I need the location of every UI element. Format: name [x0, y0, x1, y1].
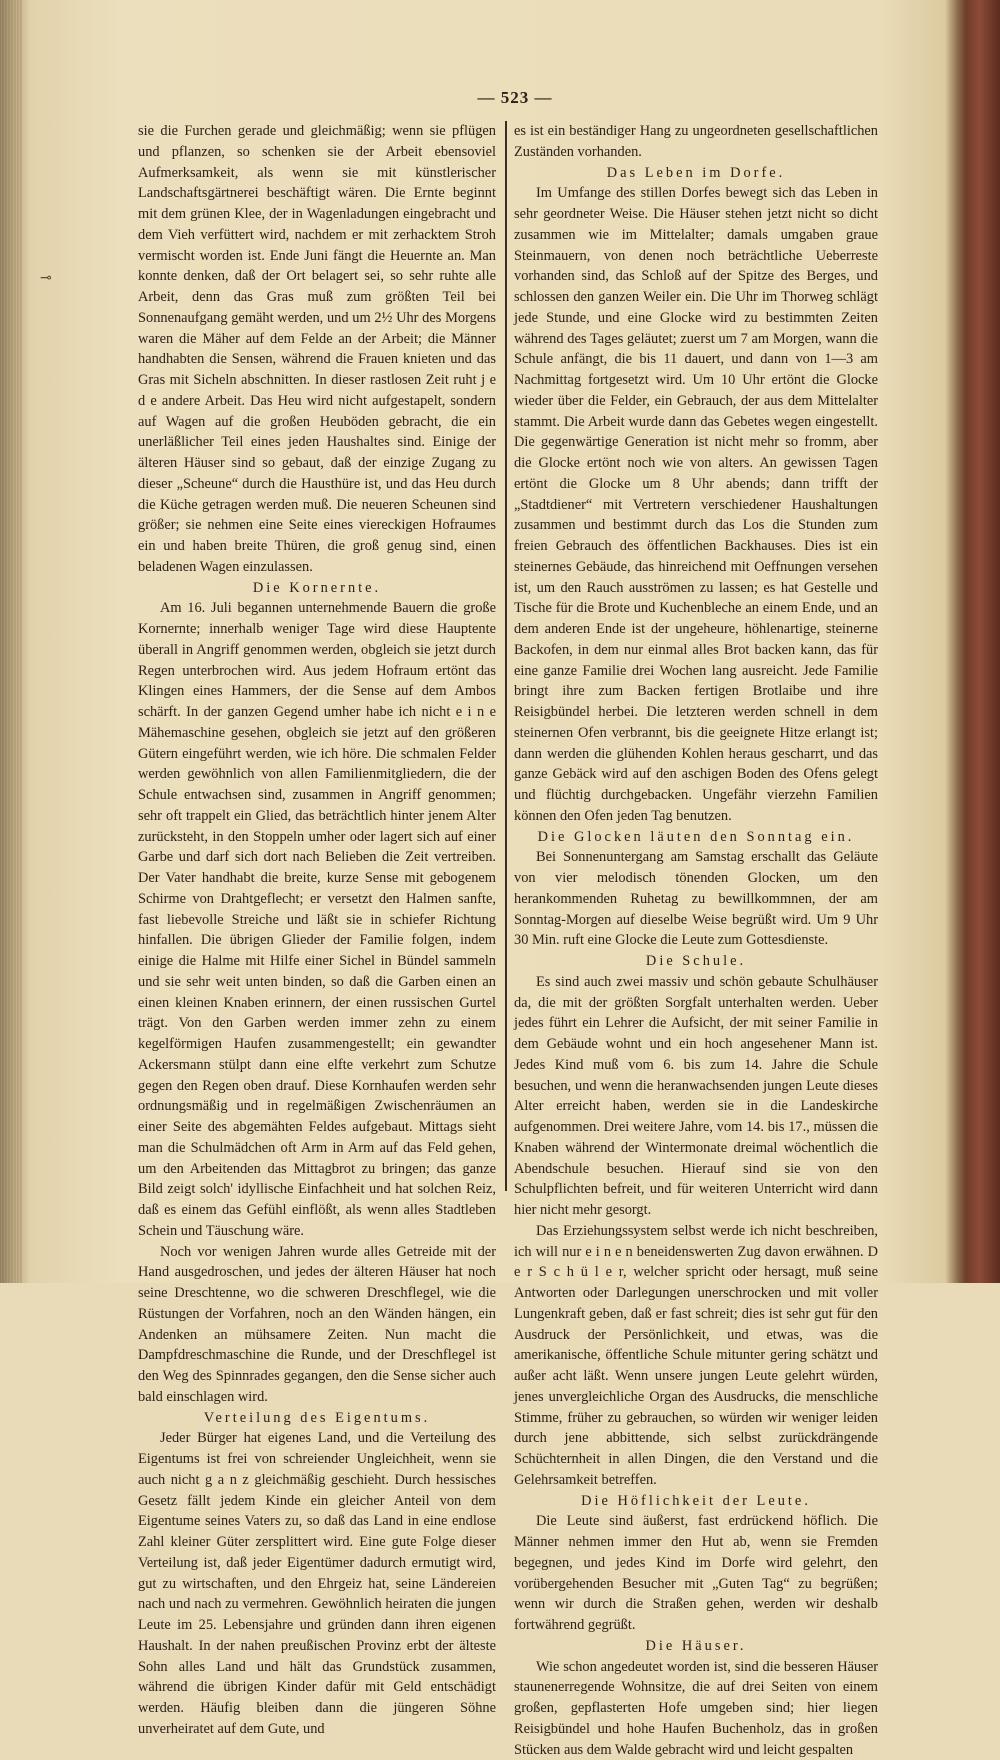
paragraph: Es sind auch zwei massiv und schön gebaute Schulhäuser da, die mit der größten Sorgfalt unterhalten werden. Ueber jedes führt ein Lehrer die Aufsicht, der mit seiner Familie in dem Gebäude wohnt und ein hoch angesehener Mann ist. Jedes Kind muß vom 6. bis zum 14. Jahre die Schule besuchen, und wenn die heranwachsenden jungen Leute dieses Alter erreicht haben, werden sie in die Landeskirche aufgenommen. Drei weitere Jahre, vom 14. bis 17., müssen die Knaben während der Wintermonate dreimal wöchentlich die Abendschule besuchen. Hierauf sind sie von den Schulpflichten befreit, und für weiteren Unterricht wird dann hier nicht mehr gesorgt.	[514, 972, 878, 1221]
left-column	[138, 121, 496, 1740]
paragraph: Im Umfange des stillen Dorfes bewegt sich das Leben in sehr geordneter Weise. Die Häuser stehen jetzt nicht so dicht zusammen wie im Mittelalter; damals umgaben graue Steinmauern, von denen noch beträchtliche Ueberreste vorhanden sind, das Schloß auf der Spitze des Berges, und schlossen den ganzen Weiler ein. Die Uhr im Thorweg schlägt jede Stunde, und eine Glocke wird zu bestimmten Zeiten während des Tages geläutet; zuerst um 7 am Morgen, wann die Schule anfängt, die bis 11 dauert, und dann von 1—3 am Nachmittag fortgesetzt wird. Um 10 Uhr ertönt die Glocke wieder über die Felder, ein Gebrauch, der aus dem Mittelalter stammt. Die Arbeit wurde dann das Gebetes wegen eingestellt. Die gegenwärtige Generation ist nicht mehr so fromm, aber die Glocke ertönt noch wie von alters. An gewissen Tagen ertönt die Glocke um 8 Uhr abends; dann trifft der „Stadtdiener“ mit Vertretern verschiedener Haushaltungen zusammen und bestimmt durch das Los die Stunden zum freien Gebrauch des öffentlichen Backhauses. Dies ist ein steinernes Gebäude, das hinreichend mit Oeffnungen versehen ist, um den Rauch ausströmen zu lassen; es hat Gestelle und Tische für die Brote und Kuchenbleche an einem Ende, und an dem anderen Ende ist der ungeheure, höhlenartige, steinerne Backofen, in dem nur einmal alles Brot backen kann, das für eine ganze Familie drei Wochen lang ausreicht. Jede Familie bringt ihre zum Backen fertigen Brotlaibe und ihre Reisigbündel herbei. Die letzteren werden schnell in dem steinernen Ofen verbrannt, bis die geeignete Hitze erlangt ist; dann werden die glühenden Kohlen heraus gescharrt, und das ganze Gebäck wird auf den aschigen Boden des Ofens gelegt und flüchtig durchgebacken. Ungefähr vierzehn Familien können den Ofen jeden Tag benutzen.	[514, 183, 878, 826]
paragraph: Jeder Bürger hat eigenes Land, und die Verteilung des Eigentums ist frei von schreiender Ungleichheit, wenn sie auch nicht g a n z gleichmäßig geschieht. Durch hessisches Gesetz fällt jedem Kinde ein gleicher Anteil von dem Eigentume seines Vaters zu, so daß das Land in eine endlose Zahl kleiner Güter zersplittert wird. Eine gute Folge dieser Verteilung ist, daß jeder Eigentümer dadurch ermutigt wird, gut zu wirtschaften, und den Ehrgeiz hat, seine Ländereien nach und nach zu vermehren. Gewöhnlich heiraten die jungen Leute im 25. Lebensjahre und gründen dann ihren eigenen Haushalt. In der nahen preußischen Provinz erbt der älteste Sohn alles Land und hält das Grundstück zusammen, während die übrigen Kinder dafür mit Geld entschädigt werden. Häufig bleiben dann die jüngeren Söhne unverheiratet auf dem Gute, und	[138, 1428, 496, 1739]
paragraph: Wie schon angedeutet worden ist, sind die besseren Häuser staunenerregende Wohnsitze, die auf drei Seiten von einem großen, gepflasterten Hofe umgeben sind; hier liegen Reisigbündel und hohe Haufen Buchenholz, das in großen Stücken aus dem Walde gebracht wird und leicht gespalten	[514, 1657, 878, 1760]
section-heading: Die Kornernte.	[138, 578, 496, 599]
paragraph: Noch vor wenigen Jahren wurde alles Getreide mit der Hand ausgedroschen, und jedes der älteren Häuser hat noch seine Dreschtenne, wo die schweren Dreschflegel, wie die Rüstungen der Vorfahren, noch an den Wänden hängen, ein Andenken an mühsamere Zeiten. Nun macht die Dampfdreschmaschine die Runde, und der Dreschflegel ist den Weg des Spinnrades gegangen, den die Sense sicher auch bald einschlagen wird.	[138, 1242, 496, 1408]
paragraph: Am 16. Juli begannen unternehmende Bauern die große Kornernte; innerhalb weniger Tage wird diese Hauptente überall in Angriff genommen werden, obgleich sie jetzt durch Regen unterbrochen wird. Aus jedem Hofraum ertönt das Klingen eines Hammers, der die Sense auf dem Ambos schärft. In der ganzen Gegend umher habe ich nicht e i n e Mähemaschine gesehen, obgleich sie jetzt auf den größeren Gütern eingeführt werden, wie ich höre. Die schmalen Felder werden gewöhnlich von allen Familienmitgliedern, die der Schule entwachsen sind, zusammen in Angriff genommen; sehr oft trappelt ein Glied, das beträchtlich hinter jenem Alter zurücksteht, in den Stoppeln umher oder lagert sich auf einer Garbe und darf sich dort nach Belieben die Zeit vertreiben. Der Vater handhabt die breite, kurze Sense mit gebogenem Schirme von Drahtgeflecht; er versetzt den Halmen sanfte, fast liebevolle Streiche und läßt sie in schiefer Richtung hinfallen. Die übrigen Glieder der Familie folgen, indem einige die Halme mit Hilfe einer Sichel in Bündel sammeln und sie sehr weit unten binden, so daß die Garben einen an einen kleinen Knaben erinnern, der einen russischen Gurtel trägt. Von den Garben werden immer zehn zu einem kegelförmigen Haufen zusammengestellt; ein gewandter Ackersmann stülpt dann eine elfte verkehrt zum Schutze gegen den Regen oben drauf. Diese Kornhaufen werden sehr ordnungsmäßig und in regelmäßigen Zwischenräumen an einer Seite des abgemähten Feldes aufgebaut. Mittags sieht man die Schulmädchen oft Arm in Arm auf das Feld gehen, um den Arbeitenden das Mittagbrot zu bringen; das ganze Bild zeigt solch' idyllische Einfachheit und hat solchen Reiz, daß es einem das Gefühl einflößt, als wenn alles Stadtleben Schein und Täuschung wäre.	[138, 598, 496, 1241]
section-heading: Die Höflichkeit der Leute.	[514, 1491, 878, 1512]
page-edge	[0, 0, 22, 1283]
paragraph: es ist ein beständiger Hang zu ungeordneten gesellschaftlichen Zuständen vorhanden.	[514, 121, 878, 163]
column-divider	[505, 121, 507, 1191]
page-number: — 523 —	[470, 88, 560, 108]
margin-mark: ⊸	[40, 270, 52, 287]
section-heading: Das Leben im Dorfe.	[514, 163, 878, 184]
paragraph: Bei Sonnenuntergang am Samstag erschallt das Geläute von vier melodisch tönenden Glocken, um den herankommenden Ruhetag zu bewillkommnen, der am Sonntag-Morgen auf dieselbe Weise begrüßt wird. Um 9 Uhr 30 Min. ruft eine Glocke die Leute zum Gottesdienste.	[514, 847, 878, 951]
section-heading: Die Häuser.	[514, 1636, 878, 1657]
right-column	[514, 121, 878, 1760]
section-heading: Die Glocken läuten den Sonntag ein.	[514, 827, 878, 848]
section-heading: Verteilung des Eigentums.	[138, 1408, 496, 1429]
section-heading: Die Schule.	[514, 951, 878, 972]
paragraph: Die Leute sind äußerst, fast erdrückend höflich. Die Männer nehmen immer den Hut ab, wenn sie Fremden begegnen, und jedes Kind im Dorfe wird gelehrt, den vorübergehenden Besucher mit „Guten Tag“ zu begrüßen; wenn wir durch die Straßen gehen, werden wir deshalb fortwährend gegrüßt.	[514, 1511, 878, 1636]
paragraph: Das Erziehungssystem selbst werde ich nicht beschreiben, ich will nur e i n e n beneidenswerten Zug davon erwähnen. D e r S c h ü l e r, welcher spricht oder hersagt, muß seine Antworten oder Darlegungen unerschrocken und mit voller Lungenkraft geben, daß er fast schreit; dies ist sehr gut für den Ausdruck der Persönlichkeit, und etwas, was die amerikanische, öffentliche Schule mitunter gering schätzt und außer acht läßt. Wenn unsere jungen Leute gelehrt würden, jenes unvergleichliche Organ des Ausdrucks, die menschliche Stimme, früher zu gebrauchen, so würden wir weniger leiden durch jene abbittende, sich selbst zurückdrängende Schüchternheit in allen Dingen, die den Verstand und die Gelehrsamkeit betreffen.	[514, 1221, 878, 1491]
paragraph: sie die Furchen gerade und gleichmäßig; wenn sie pflügen und pflanzen, so schenken sie der Arbeit ebensoviel Aufmerksamkeit, als wenn sie mit künstlerischer Landschaftsgärtnerei beschäftigt wären. Die Ernte beginnt mit dem grünen Klee, der in Wagenladungen eingebracht und dem Vieh verfüttert wird, nachdem er mit zerhacktem Stroh vermischt worden ist. Ende Juni fängt die Heuernte an. Man konnte denken, daß der Ort belagert sei, so sehr ruhte alle Arbeit, denn das Gras muß zum größten Teil bei Sonnenaufgang gemäht werden, und um 2½ Uhr des Morgens waren die Mäher auf dem Felde an der Arbeit; die Männer handhabten die Sensen, während die Frauen knieten und das Gras mit Sicheln abschnitten. In dieser rastlosen Zeit ruht j e d e andere Arbeit. Das Heu wird nicht aufgestapelt, sondern auf Wagen auf die großen Heuböden gebracht, die ein unerläßlicher Teil eines jeden Haushaltes sind. Einige der älteren Häuser sind so gebaut, daß der einzige Zugang zu dieser „Scheune“ durch die Hausthüre ist, und das Heu durch die Küche getragen werden muß. Die neueren Scheunen sind größer; sie nehmen eine Seite eines viereckigen Hofraumes ein und haben breite Thüren, die groß genug sind, einen beladenen Wagen einzulassen.	[138, 121, 496, 578]
